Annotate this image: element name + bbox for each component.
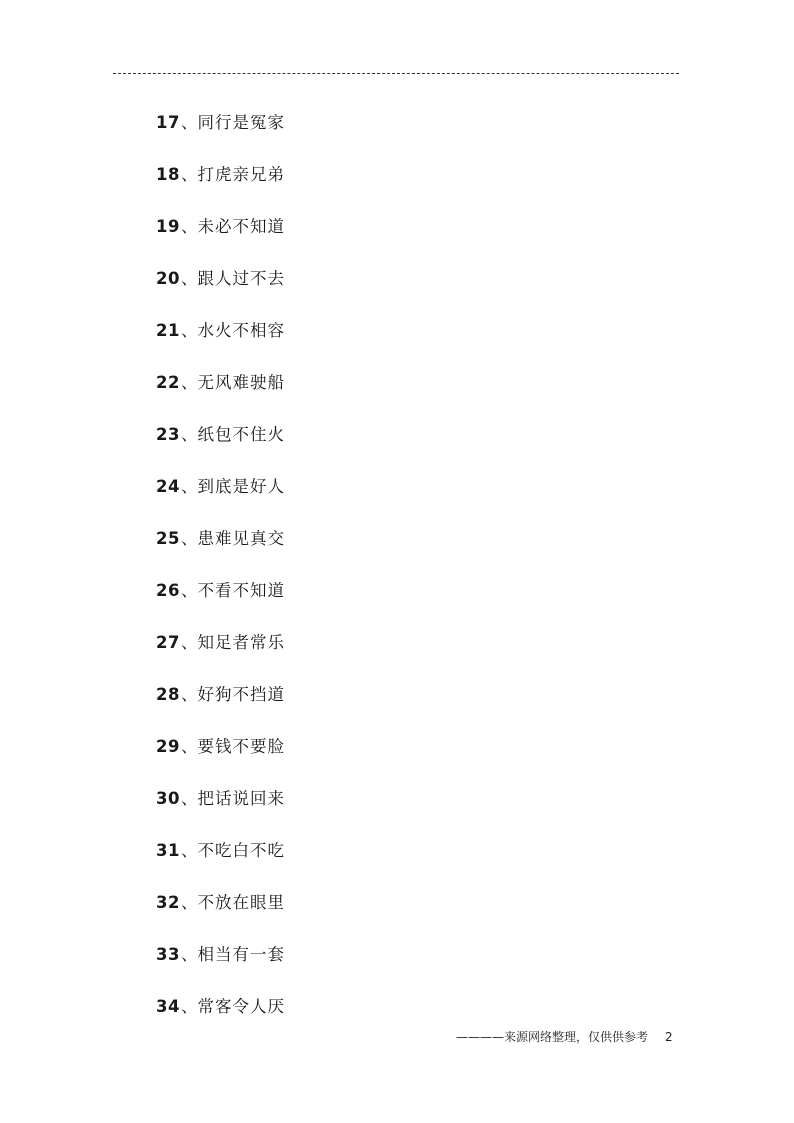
list-item xyxy=(156,472,285,524)
list-item xyxy=(156,888,285,940)
entry-text: 不看不知道 xyxy=(197,581,285,600)
entry-number: 32 xyxy=(156,893,180,912)
entry-separator: 、 xyxy=(180,997,198,1016)
list-item xyxy=(156,784,285,836)
entry-separator: 、 xyxy=(180,425,198,444)
entry-number: 18 xyxy=(156,165,180,184)
entry-separator: 、 xyxy=(180,477,198,496)
entry-separator: 、 xyxy=(180,685,198,704)
entry-separator: 、 xyxy=(180,321,198,340)
list-item xyxy=(156,524,285,576)
entry-text: 打虎亲兄弟 xyxy=(197,165,285,184)
entry-number: 34 xyxy=(156,997,180,1016)
entry-number: 30 xyxy=(156,789,180,808)
list-item xyxy=(156,264,285,316)
list-item xyxy=(156,316,285,368)
entry-number: 31 xyxy=(156,841,180,860)
entry-text: 同行是冤家 xyxy=(197,113,285,132)
list-item xyxy=(156,212,285,264)
entry-text: 跟人过不去 xyxy=(197,269,285,288)
entry-text: 不吃白不吃 xyxy=(197,841,285,860)
entry-number: 26 xyxy=(156,581,180,600)
entry-text: 未必不知道 xyxy=(197,217,285,236)
list-item xyxy=(156,836,285,888)
entry-list xyxy=(156,108,285,1044)
entry-text: 相当有一套 xyxy=(197,945,285,964)
entry-separator: 、 xyxy=(180,893,198,912)
entry-separator: 、 xyxy=(180,269,198,288)
entry-separator: 、 xyxy=(180,737,198,756)
entry-number: 27 xyxy=(156,633,180,652)
header-dashed-rule xyxy=(113,73,679,74)
entry-number: 28 xyxy=(156,685,180,704)
footer-source-note: ————来源网络整理，仅供供参考 xyxy=(456,1030,649,1044)
list-item xyxy=(156,680,285,732)
list-item xyxy=(156,940,285,992)
entry-text: 不放在眼里 xyxy=(197,893,285,912)
entry-separator: 、 xyxy=(180,165,198,184)
entry-number: 33 xyxy=(156,945,180,964)
entry-separator: 、 xyxy=(180,789,198,808)
list-item xyxy=(156,368,285,420)
entry-separator: 、 xyxy=(180,945,198,964)
entry-text: 好狗不挡道 xyxy=(197,685,285,704)
entry-separator: 、 xyxy=(180,373,198,392)
entry-number: 17 xyxy=(156,113,180,132)
entry-text: 知足者常乐 xyxy=(197,633,285,652)
list-item xyxy=(156,160,285,212)
entry-text: 常客令人厌 xyxy=(197,997,285,1016)
entry-separator: 、 xyxy=(180,217,198,236)
entry-text: 纸包不住火 xyxy=(197,425,285,444)
entry-number: 21 xyxy=(156,321,180,340)
list-item xyxy=(156,108,285,160)
entry-number: 25 xyxy=(156,529,180,548)
entry-text: 把话说回来 xyxy=(197,789,285,808)
entry-text: 无风难驶船 xyxy=(197,373,285,392)
entry-separator: 、 xyxy=(180,581,198,600)
entry-text: 要钱不要脸 xyxy=(197,737,285,756)
entry-number: 22 xyxy=(156,373,180,392)
entry-number: 24 xyxy=(156,477,180,496)
entry-number: 19 xyxy=(156,217,180,236)
entry-text: 到底是好人 xyxy=(197,477,285,496)
entry-text: 水火不相容 xyxy=(197,321,285,340)
list-item xyxy=(156,732,285,784)
entry-text: 患难见真交 xyxy=(197,529,285,548)
entry-separator: 、 xyxy=(180,841,198,860)
entry-separator: 、 xyxy=(180,529,198,548)
page-number: 2 xyxy=(665,1030,673,1044)
list-item xyxy=(156,628,285,680)
entry-number: 29 xyxy=(156,737,180,756)
list-item xyxy=(156,992,285,1044)
list-item xyxy=(156,420,285,472)
entry-number: 20 xyxy=(156,269,180,288)
entry-number: 23 xyxy=(156,425,180,444)
list-item xyxy=(156,576,285,628)
entry-separator: 、 xyxy=(180,113,198,132)
entry-separator: 、 xyxy=(180,633,198,652)
